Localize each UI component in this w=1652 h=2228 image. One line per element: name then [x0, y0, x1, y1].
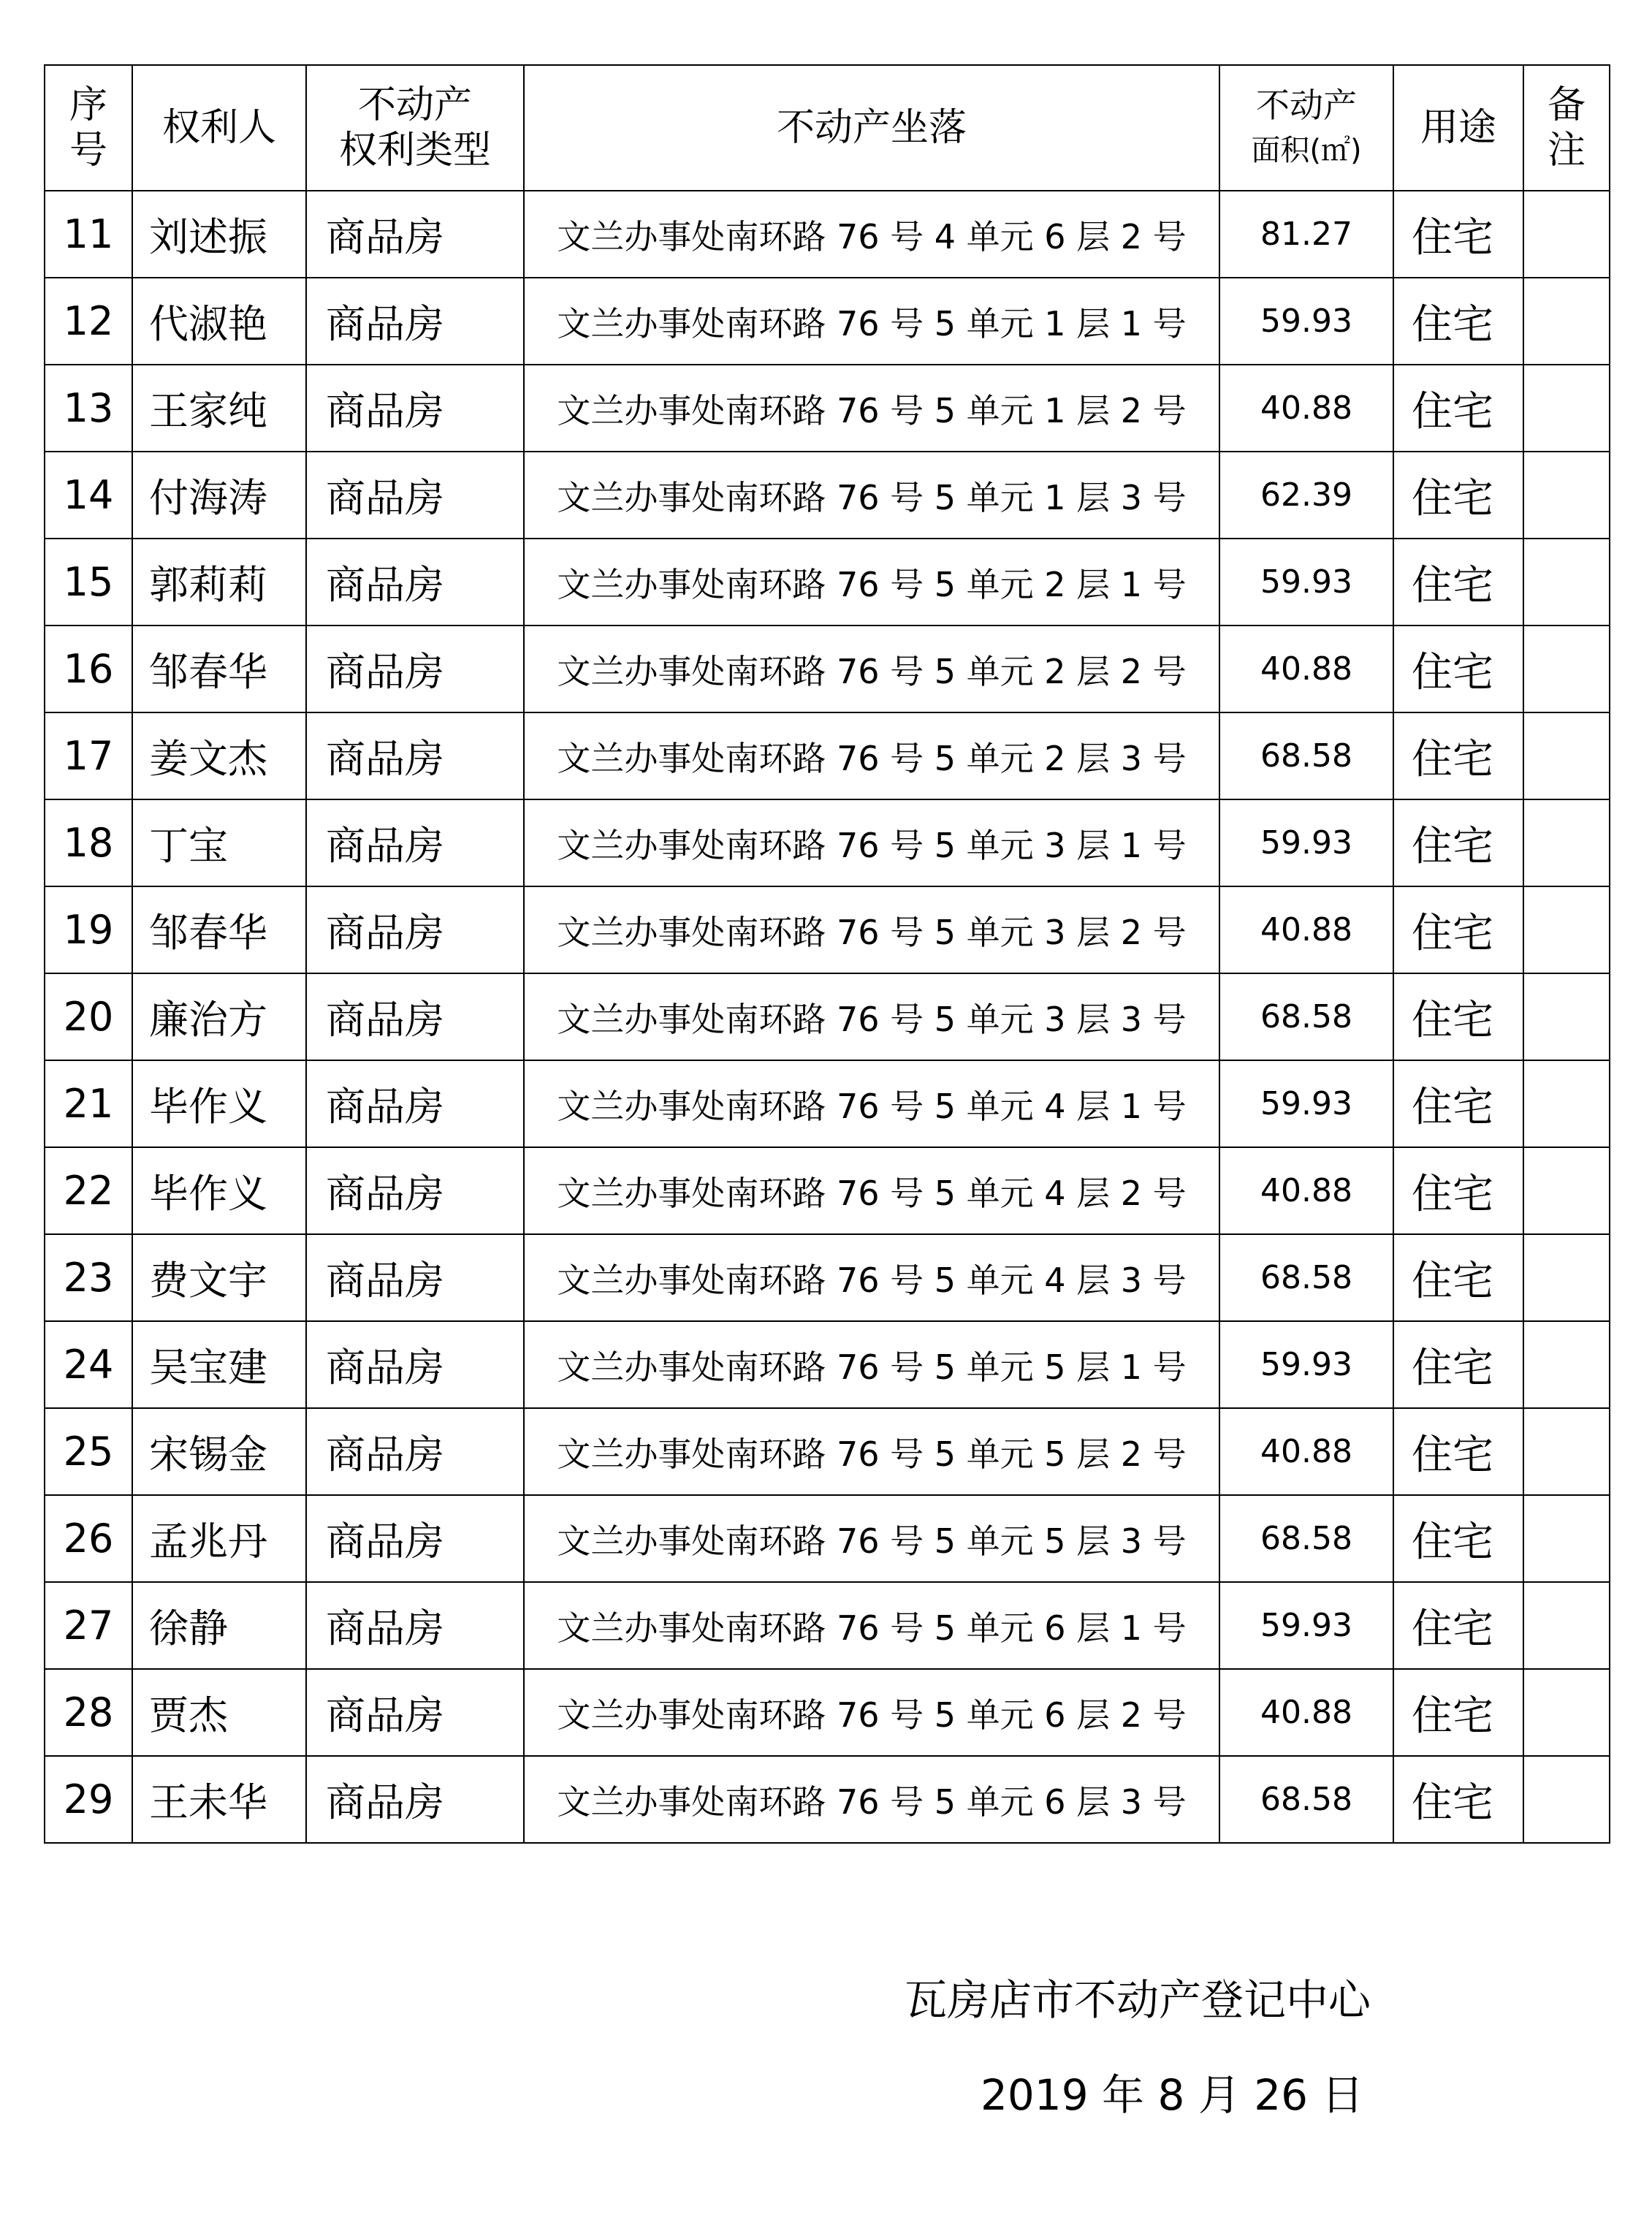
cell-seq: 20	[45, 973, 132, 1060]
cell-note	[1523, 1669, 1610, 1756]
cell-type: 商品房	[306, 452, 524, 539]
cell-use: 住宅	[1393, 1756, 1523, 1843]
cell-use: 住宅	[1393, 799, 1523, 886]
table-row	[45, 799, 1610, 886]
cell-type: 商品房	[306, 799, 524, 886]
cell-type: 商品房	[306, 973, 524, 1060]
cell-type: 商品房	[306, 1408, 524, 1495]
cell-use: 住宅	[1393, 973, 1523, 1060]
cell-seq: 29	[45, 1756, 132, 1843]
cell-area: 40.88	[1219, 1669, 1393, 1756]
cell-use: 住宅	[1393, 278, 1523, 365]
cell-area: 68.58	[1219, 1495, 1393, 1582]
cell-type: 商品房	[306, 278, 524, 365]
cell-area: 59.93	[1219, 1060, 1393, 1147]
cell-area: 68.58	[1219, 973, 1393, 1060]
cell-area: 40.88	[1219, 626, 1393, 712]
cell-area: 40.88	[1219, 365, 1393, 452]
table-row	[45, 1582, 1610, 1669]
header-use: 用途	[1393, 65, 1523, 191]
cell-location: 文兰办事处南环路 76 号 5 单元 4 层 1 号	[524, 1060, 1219, 1147]
table-row	[45, 539, 1610, 626]
cell-owner: 宋锡金	[132, 1408, 306, 1495]
header-seq	[45, 65, 132, 191]
cell-use: 住宅	[1393, 1582, 1523, 1669]
cell-seq: 25	[45, 1408, 132, 1495]
header-seq-line2: 号	[69, 129, 107, 172]
cell-seq: 12	[45, 278, 132, 365]
cell-type: 商品房	[306, 886, 524, 973]
table-row	[45, 191, 1610, 278]
cell-seq: 19	[45, 886, 132, 973]
cell-owner: 孟兆丹	[132, 1495, 306, 1582]
cell-seq: 14	[45, 452, 132, 539]
cell-seq: 11	[45, 191, 132, 278]
cell-type: 商品房	[306, 365, 524, 452]
cell-location: 文兰办事处南环路 76 号 5 单元 5 层 1 号	[524, 1321, 1219, 1408]
cell-owner: 付海涛	[132, 452, 306, 539]
table-row	[45, 712, 1610, 799]
cell-owner: 邹春华	[132, 626, 306, 712]
property-registration-table	[44, 64, 1610, 1844]
header-location: 不动产坐落	[524, 65, 1219, 191]
header-row	[45, 65, 1610, 191]
header-note-line1: 备	[1547, 83, 1586, 127]
cell-seq: 23	[45, 1234, 132, 1321]
cell-location: 文兰办事处南环路 76 号 5 单元 3 层 3 号	[524, 973, 1219, 1060]
cell-location: 文兰办事处南环路 76 号 5 单元 4 层 2 号	[524, 1147, 1219, 1234]
cell-area: 59.93	[1219, 539, 1393, 626]
cell-seq: 13	[45, 365, 132, 452]
cell-type: 商品房	[306, 1147, 524, 1234]
cell-owner: 徐静	[132, 1582, 306, 1669]
table-row	[45, 973, 1610, 1060]
table-row	[45, 1147, 1610, 1234]
issuing-organization: 瓦房店市不动产登记中心	[905, 1975, 1371, 2025]
cell-type: 商品房	[306, 1234, 524, 1321]
header-type-line1: 不动产	[357, 83, 472, 127]
table-row	[45, 1408, 1610, 1495]
cell-type: 商品房	[306, 1756, 524, 1843]
cell-owner: 丁宝	[132, 799, 306, 886]
header-area	[1219, 65, 1393, 191]
cell-use: 住宅	[1393, 1669, 1523, 1756]
cell-area: 40.88	[1219, 1147, 1393, 1234]
cell-note	[1523, 278, 1610, 365]
cell-owner: 王家纯	[132, 365, 306, 452]
cell-note	[1523, 191, 1610, 278]
cell-use: 住宅	[1393, 886, 1523, 973]
header-type	[306, 65, 524, 191]
cell-area: 59.93	[1219, 1582, 1393, 1669]
issue-date: 2019 年 8 月 26 日	[981, 2070, 1364, 2120]
cell-note	[1523, 1060, 1610, 1147]
cell-use: 住宅	[1393, 1408, 1523, 1495]
cell-use: 住宅	[1393, 365, 1523, 452]
table-row	[45, 365, 1610, 452]
cell-location: 文兰办事处南环路 76 号 5 单元 1 层 2 号	[524, 365, 1219, 452]
cell-area: 40.88	[1219, 886, 1393, 973]
cell-use: 住宅	[1393, 1060, 1523, 1147]
cell-note	[1523, 799, 1610, 886]
cell-seq: 27	[45, 1582, 132, 1669]
cell-owner: 毕作义	[132, 1147, 306, 1234]
header-area-line2: 面积(㎡)	[1251, 134, 1362, 167]
cell-note	[1523, 626, 1610, 712]
cell-area: 62.39	[1219, 452, 1393, 539]
cell-note	[1523, 973, 1610, 1060]
cell-seq: 24	[45, 1321, 132, 1408]
cell-owner: 廉治方	[132, 973, 306, 1060]
cell-seq: 18	[45, 799, 132, 886]
table-row	[45, 1234, 1610, 1321]
cell-location: 文兰办事处南环路 76 号 5 单元 3 层 1 号	[524, 799, 1219, 886]
cell-seq: 15	[45, 539, 132, 626]
cell-note	[1523, 365, 1610, 452]
cell-type: 商品房	[306, 191, 524, 278]
cell-area: 81.27	[1219, 191, 1393, 278]
cell-seq: 28	[45, 1669, 132, 1756]
table-row	[45, 1495, 1610, 1582]
cell-location: 文兰办事处南环路 76 号 5 单元 6 层 1 号	[524, 1582, 1219, 1669]
table-row	[45, 626, 1610, 712]
cell-owner: 王未华	[132, 1756, 306, 1843]
table-body	[45, 191, 1610, 1843]
cell-type: 商品房	[306, 1321, 524, 1408]
cell-owner: 刘述振	[132, 191, 306, 278]
cell-owner: 费文宇	[132, 1234, 306, 1321]
table-row	[45, 278, 1610, 365]
cell-use: 住宅	[1393, 191, 1523, 278]
cell-seq: 17	[45, 712, 132, 799]
cell-owner: 代淑艳	[132, 278, 306, 365]
cell-note	[1523, 886, 1610, 973]
cell-area: 59.93	[1219, 799, 1393, 886]
table-row	[45, 886, 1610, 973]
header-seq-line1: 序	[69, 83, 107, 127]
cell-location: 文兰办事处南环路 76 号 5 单元 3 层 2 号	[524, 886, 1219, 973]
cell-area: 68.58	[1219, 712, 1393, 799]
cell-use: 住宅	[1393, 539, 1523, 626]
cell-owner: 邹春华	[132, 886, 306, 973]
cell-location: 文兰办事处南环路 76 号 5 单元 5 层 2 号	[524, 1408, 1219, 1495]
cell-location: 文兰办事处南环路 76 号 5 单元 1 层 3 号	[524, 452, 1219, 539]
cell-owner: 贾杰	[132, 1669, 306, 1756]
table-row	[45, 452, 1610, 539]
cell-area: 68.58	[1219, 1756, 1393, 1843]
cell-type: 商品房	[306, 712, 524, 799]
cell-note	[1523, 712, 1610, 799]
cell-note	[1523, 1582, 1610, 1669]
cell-area: 59.93	[1219, 1321, 1393, 1408]
table-row	[45, 1060, 1610, 1147]
header-area-line1: 不动产	[1256, 85, 1357, 125]
cell-area: 59.93	[1219, 278, 1393, 365]
cell-type: 商品房	[306, 1669, 524, 1756]
cell-location: 文兰办事处南环路 76 号 5 单元 6 层 3 号	[524, 1756, 1219, 1843]
table-row	[45, 1321, 1610, 1408]
cell-note	[1523, 539, 1610, 626]
cell-location: 文兰办事处南环路 76 号 5 单元 6 层 2 号	[524, 1669, 1219, 1756]
header-note-line2: 注	[1547, 129, 1586, 172]
cell-location: 文兰办事处南环路 76 号 5 单元 2 层 1 号	[524, 539, 1219, 626]
header-type-line2: 权利类型	[338, 129, 491, 172]
table-row	[45, 1756, 1610, 1843]
cell-note	[1523, 1495, 1610, 1582]
cell-seq: 21	[45, 1060, 132, 1147]
cell-area: 68.58	[1219, 1234, 1393, 1321]
cell-seq: 26	[45, 1495, 132, 1582]
cell-area: 40.88	[1219, 1408, 1393, 1495]
cell-type: 商品房	[306, 1582, 524, 1669]
cell-use: 住宅	[1393, 712, 1523, 799]
cell-use: 住宅	[1393, 626, 1523, 712]
cell-use: 住宅	[1393, 1147, 1523, 1234]
cell-use: 住宅	[1393, 452, 1523, 539]
cell-location: 文兰办事处南环路 76 号 5 单元 1 层 1 号	[524, 278, 1219, 365]
cell-location: 文兰办事处南环路 76 号 5 单元 5 层 3 号	[524, 1495, 1219, 1582]
cell-note	[1523, 1408, 1610, 1495]
cell-note	[1523, 1234, 1610, 1321]
cell-note	[1523, 1321, 1610, 1408]
cell-seq: 22	[45, 1147, 132, 1234]
cell-owner: 毕作义	[132, 1060, 306, 1147]
cell-use: 住宅	[1393, 1234, 1523, 1321]
header-owner: 权利人	[132, 65, 306, 191]
cell-type: 商品房	[306, 539, 524, 626]
cell-type: 商品房	[306, 1495, 524, 1582]
cell-use: 住宅	[1393, 1495, 1523, 1582]
cell-note	[1523, 452, 1610, 539]
cell-location: 文兰办事处南环路 76 号 5 单元 2 层 3 号	[524, 712, 1219, 799]
cell-seq: 16	[45, 626, 132, 712]
cell-owner: 吴宝建	[132, 1321, 306, 1408]
cell-location: 文兰办事处南环路 76 号 5 单元 2 层 2 号	[524, 626, 1219, 712]
cell-note	[1523, 1756, 1610, 1843]
cell-type: 商品房	[306, 1060, 524, 1147]
cell-owner: 姜文杰	[132, 712, 306, 799]
cell-location: 文兰办事处南环路 76 号 5 单元 4 层 3 号	[524, 1234, 1219, 1321]
cell-note	[1523, 1147, 1610, 1234]
cell-owner: 郭莉莉	[132, 539, 306, 626]
table-header	[45, 65, 1610, 191]
cell-use: 住宅	[1393, 1321, 1523, 1408]
header-note	[1523, 65, 1610, 191]
cell-type: 商品房	[306, 626, 524, 712]
cell-location: 文兰办事处南环路 76 号 4 单元 6 层 2 号	[524, 191, 1219, 278]
table-row	[45, 1669, 1610, 1756]
